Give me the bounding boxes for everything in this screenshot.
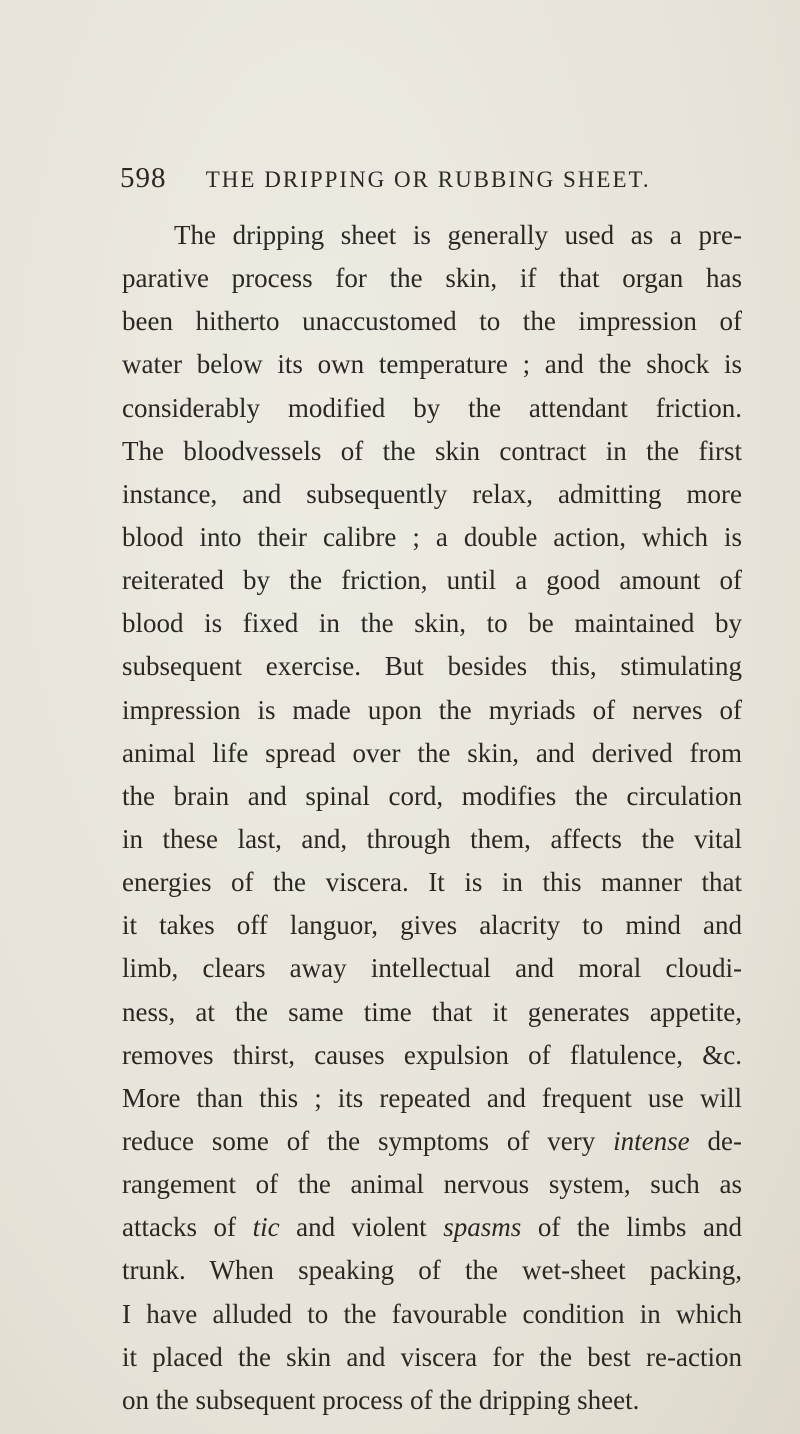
text-line: limb, clears away intellectual and moral cloudi- [122, 953, 742, 984]
text-line: the brain and spinal cord, modifies the circulation [122, 780, 742, 811]
text-line: animal life spread over the skin, and derived from [122, 737, 742, 768]
text-line: parative process for the skin, if that organ has [122, 263, 742, 294]
text-line [122, 1120, 742, 1163]
text-line: The bloodvessels of the skin contract in the first [122, 435, 742, 466]
text-line: blood into their calibre ; a double action, which is [122, 521, 742, 552]
text-line [122, 1206, 742, 1249]
text-span: attacks of [122, 1212, 253, 1243]
text-line: considerably modified by the attendant friction. [122, 392, 742, 423]
text-line: subsequent exercise. But besides this, stimulating [122, 651, 742, 682]
text-line: removes thirst, causes expulsion of flatulence, &c. [122, 1039, 742, 1070]
text-span: of the limbs and [521, 1212, 742, 1243]
text-line: impression is made upon the myriads of nerves of [122, 694, 742, 725]
text-line: in these last, and, through them, affects the vital [122, 823, 742, 854]
italic-word: tic [252, 1212, 280, 1243]
text-line: it takes off languor, gives alacrity to mind and [122, 910, 742, 941]
text-line: I have alluded to the favourable condition in which [122, 1298, 742, 1329]
text-line: on the subsequent process of the dripping sheet. [122, 1384, 640, 1415]
text-span: reduce some of the symptoms of very [122, 1125, 614, 1156]
text-span: and violent [279, 1212, 444, 1243]
running-head [120, 158, 740, 198]
text-line: rangement of the animal nervous system, such as [122, 1169, 742, 1200]
text-line: reiterated by the friction, until a good amount of [122, 565, 742, 596]
page-number: 598 [120, 162, 167, 194]
italic-word: spasms [443, 1212, 522, 1243]
text-line: been hitherto unaccustomed to the impression of [122, 306, 742, 337]
italic-word: intense [613, 1125, 690, 1156]
text-line: ness, at the same time that it generates appetite, [122, 996, 742, 1027]
text-line: instance, and subsequently relax, admitting more [122, 478, 742, 509]
text-line: The dripping sheet is generally used as a pre- [174, 220, 742, 250]
text-line: it placed the skin and viscera for the best re-action [122, 1341, 742, 1372]
text-line: energies of the viscera. It is in this manner that [122, 867, 742, 898]
body-text [122, 214, 742, 1422]
text-line: trunk. When speaking of the wet-sheet packing, [122, 1255, 742, 1286]
text-line: More than this ; its repeated and frequent use will [122, 1082, 742, 1113]
running-title: THE DRIPPING OR RUBBING SHEET. [205, 167, 651, 192]
text-line: water below its own temperature ; and the shock is [122, 349, 742, 380]
text-line: blood is fixed in the skin, to be maintained by [122, 608, 742, 639]
text-span: de- [689, 1125, 742, 1156]
